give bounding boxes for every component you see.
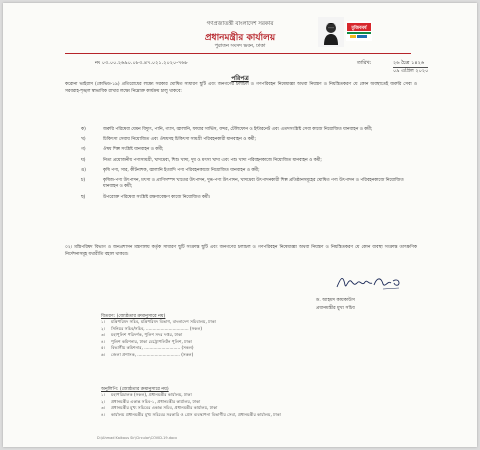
item-label: ঘ) (81, 157, 86, 163)
item-text: কৃষি পণ্য, সার, কীটনাশক, জ্বালানি ইত্যাদি পণ্য পরিবহনকাজে নিয়োজিত যানবাহন ও কর্মী; (103, 167, 260, 173)
list-item: ৩। মহাপুলিশ পরিদর্শক, পুলিশ সদর দপ্তর, ঢাকা (101, 332, 183, 338)
distribution-list (101, 319, 321, 359)
distribution-item: জেলা প্রশাসক, ................................ (সকল) (111, 351, 194, 357)
list-item (81, 158, 413, 164)
signatory-title: প্রধানমন্ত্রীর মুখ্য সচিব (316, 306, 355, 311)
item-text: জরুরি পরিষেবা যেমন বিদ্যুৎ, পানি, গ্যাস, জ্বালানি, ফায়ার সার্ভিস, বন্দর, টেলিফোন ও ইন্টারনেট এবং এতদসংশ্লিষ্ট সেবা কাজে নিয়োজিত যানবাহন ও কর্মী; (103, 127, 373, 132)
list-item: ৩। প্রধানমন্ত্রীর মুখ্য সচিবের একান্ত সচিব, প্রধানমন্ত্রীর কার্যালয়, ঢাকা (101, 405, 218, 411)
item-label: ক) (81, 127, 86, 132)
item-label: গ) (81, 147, 86, 153)
logo-text: মুজিববর্ষ (351, 26, 367, 31)
list-item (81, 147, 413, 153)
memo-number (95, 60, 188, 68)
list-item: ৬। জেলা প্রশাসক, ................................ (সকল) (101, 351, 194, 357)
list-item: ১। মহাপরিচালক (সকল), প্রধানমন্ত্রীর কার্যালয়, ঢাকা (101, 392, 192, 397)
paragraph-two: ০২। মন্ত্রিপরিষদ বিভাগ ও জনপ্রশাসন মন্ত্রণালয় কর্তৃক সাধারণ ছুটি সংক্রান্ত ছুটি এবং জনগণের চলাচল ও গণপরিবহন নিষেধাজ্ঞা অথবা নিয়ন্ত্রণ ও নিয়ন্ত্রিতকরণ যে কোন ব্যবস্থা সংক্রান্ত তাৎক্ষণিক নির্দেশনাসমূহ যথারীতি বহাল থাকবে। (65, 245, 417, 257)
list-item: ৪। পুলিশ কমিশনার, ঢাকা মেট্রোপলিটন পুলিশ, ঢাকা (101, 338, 192, 344)
date-label: তারিখ: (357, 60, 372, 66)
list-item: ১। মন্ত্রিপরিষদ সচিব, মন্ত্রিপরিষদ বিভাগ, বাংলাদেশ সচিবালয়, ঢাকা (101, 319, 216, 324)
list-item: ৪। কার্যালয় প্রধানমন্ত্রীর মুখ্য সচিবের সরকারি ও প্রেস ব্যবস্থাপনা বিভাগীয় সেবা, প্রধানমন্ত্রীর কার্যালয়, ঢাকা (101, 411, 281, 417)
signatory-name: ড. আহমদ কায়কাউস (316, 298, 355, 303)
distribution-item: মহাপুলিশ পরিদর্শক, পুলিশ সদর দপ্তর, ঢাকা (111, 332, 183, 338)
distribution-item: পুলিশ কমিশনার, ঢাকা মেট্রোপলিটন পুলিশ, ঢাকা (111, 338, 192, 344)
item-text: উপরোক্ত পরিষেবা সংশ্লিষ্ট রক্ষণাবেক্ষণ কাজে নিয়োজিত কর্মী। (103, 194, 211, 200)
list-item (81, 195, 413, 201)
date-english: ০৯ এপ্রিল ২০২০ (393, 68, 429, 74)
distribution-heading: বিতরণ: (জ্যেষ্ঠতার ক্রমানুসারে নয়) (101, 314, 166, 319)
memo-number-label: নং (95, 60, 101, 66)
list-item (81, 178, 413, 191)
copy-item: প্রধানমন্ত্রীর মুখ্য সচিবের একান্ত সচিব, প্রধানমন্ত্রীর কার্যালয়, ঢাকা (111, 405, 218, 411)
item-label: খ) (81, 137, 86, 143)
item-text: চিকিৎসা সেবায় নিয়োজিত এবং ঔষধসহ চিকিৎসা সামগ্রী পরিবহনকারী যানবাহন ও কর্মী; (103, 137, 256, 143)
government-heading: গণপ্রজাতন্ত্রী বাংলাদেশ সরকার (206, 21, 274, 27)
distribution-item: বিভাগীয় কমিশনার, ........................... (সকল) (111, 345, 194, 351)
date-bangla: ২৬ চৈত্র ১৪২৬ (393, 60, 425, 66)
memo-number-value: ০৩.০০.২৬৯০.০৮৩.৪৭.০২১.২০২০-৭৬৮ (101, 60, 188, 66)
item-text: ঔষধ শিল্প সংশ্লিষ্ট যানবাহন ও কর্মী; (103, 147, 164, 153)
distribution-item: মন্ত্রিপরিষদ সচিব, মন্ত্রিপরিষদ বিভাগ, বাংলাদেশ সচিবালয়, ঢাকা (111, 319, 216, 324)
list-item (81, 168, 413, 174)
list-item (81, 127, 413, 133)
item-text: নিত্য প্রয়োজনীয় পণ্যসামগ্রী, খাদ্যদ্রব্য, শিশু খাদ্য, দুধ ও মৎস্য খাদ্য এবং পশু খাদ্য পরিবহনকাজে নিয়োজিত যানবাহন ও কর্মী; (103, 157, 322, 163)
list-item: ৫। বিভাগীয় কমিশনার, ........................... (সকল) (101, 345, 194, 351)
list-item (81, 137, 413, 143)
copies-heading: অনুলিপি: (জ্যেষ্ঠতার ক্রমানুসারে নয়) (101, 387, 169, 392)
distribution-item: সিনিয়র সচিব/সচিব, ................................ (সকল) (111, 325, 202, 331)
mujib-year-logo (345, 19, 373, 43)
header-divider (65, 53, 411, 54)
service-list (81, 127, 413, 205)
handwritten-signature (333, 271, 403, 293)
portrait-image (318, 17, 344, 47)
copy-item: মহাপরিচালক (সকল), প্রধানমন্ত্রীর কার্যালয়, ঢাকা (111, 392, 192, 397)
copy-item: প্রধানমন্ত্রীর একান্ত সচিব-১, প্রধানমন্ত্রীর কার্যালয়, ঢাকা (111, 398, 201, 404)
list-item: ২। প্রধানমন্ত্রীর একান্ত সচিব-১, প্রধানমন্ত্রীর কার্যালয়, ঢাকা (101, 398, 201, 404)
file-path-footer: D:\Ahmad Kaikaus Sir\Circular\COVID-19.docx (97, 436, 178, 440)
document-subject: পরিপত্র (231, 75, 249, 82)
office-name: প্রধানমন্ত্রীর কার্যালয় (204, 33, 276, 43)
item-text: কৃষিজ-পণ্য উৎপাদন, মৎস্য ও প্রাণিসম্পদ খাতের উৎপাদন, দুগ্ধ-পণ্য উৎপাদন, খাদ্যদ্রব্য উৎপাদনকারী শিল্প প্রতিষ্ঠানসমূহের ঘোষিত পণ্য উৎপাদন ও পরিবহনকাজে নিয়োজিত যানবাহন ও কর্মী; (103, 178, 404, 190)
item-label: চ) (81, 178, 86, 184)
copies-list (101, 392, 391, 418)
item-label: ছ) (81, 194, 86, 200)
office-address: পুরাতন সংসদ ভবন, ঢাকা (214, 43, 266, 49)
document-page (3, 3, 477, 447)
item-label: ঙ) (81, 167, 86, 173)
copy-item: কার্যালয় প্রধানমন্ত্রীর মুখ্য সচিবের সরকারি ও প্রেস ব্যবস্থাপনা বিভাগীয় সেবা, প্রধানমন্ত্রীর কার্যালয়, ঢাকা (111, 411, 281, 417)
list-item: ২। সিনিয়র সচিব/সচিব, ................................ (সকল) (101, 325, 202, 331)
intro-paragraph: করোনা ভাইরাস (কোভিড-১৯) প্রতিরোধের লক্ষ্যে সরকার ঘোষিত সাধারণ ছুটি এবং জনগণের চলাচল ও গণপরিবহন নিষেধাজ্ঞা অথবা নিয়ন্ত্রণ ও নিয়ন্ত্রিতকরণ যে কোন অবস্থাতেই জরুরি সেবা ও সরবরাহ-শৃঙ্খল স্বাভাবিক রাখার লক্ষ্যে নিম্নোক্ত কার্যক্রম চালু থাকবে: (65, 82, 417, 94)
